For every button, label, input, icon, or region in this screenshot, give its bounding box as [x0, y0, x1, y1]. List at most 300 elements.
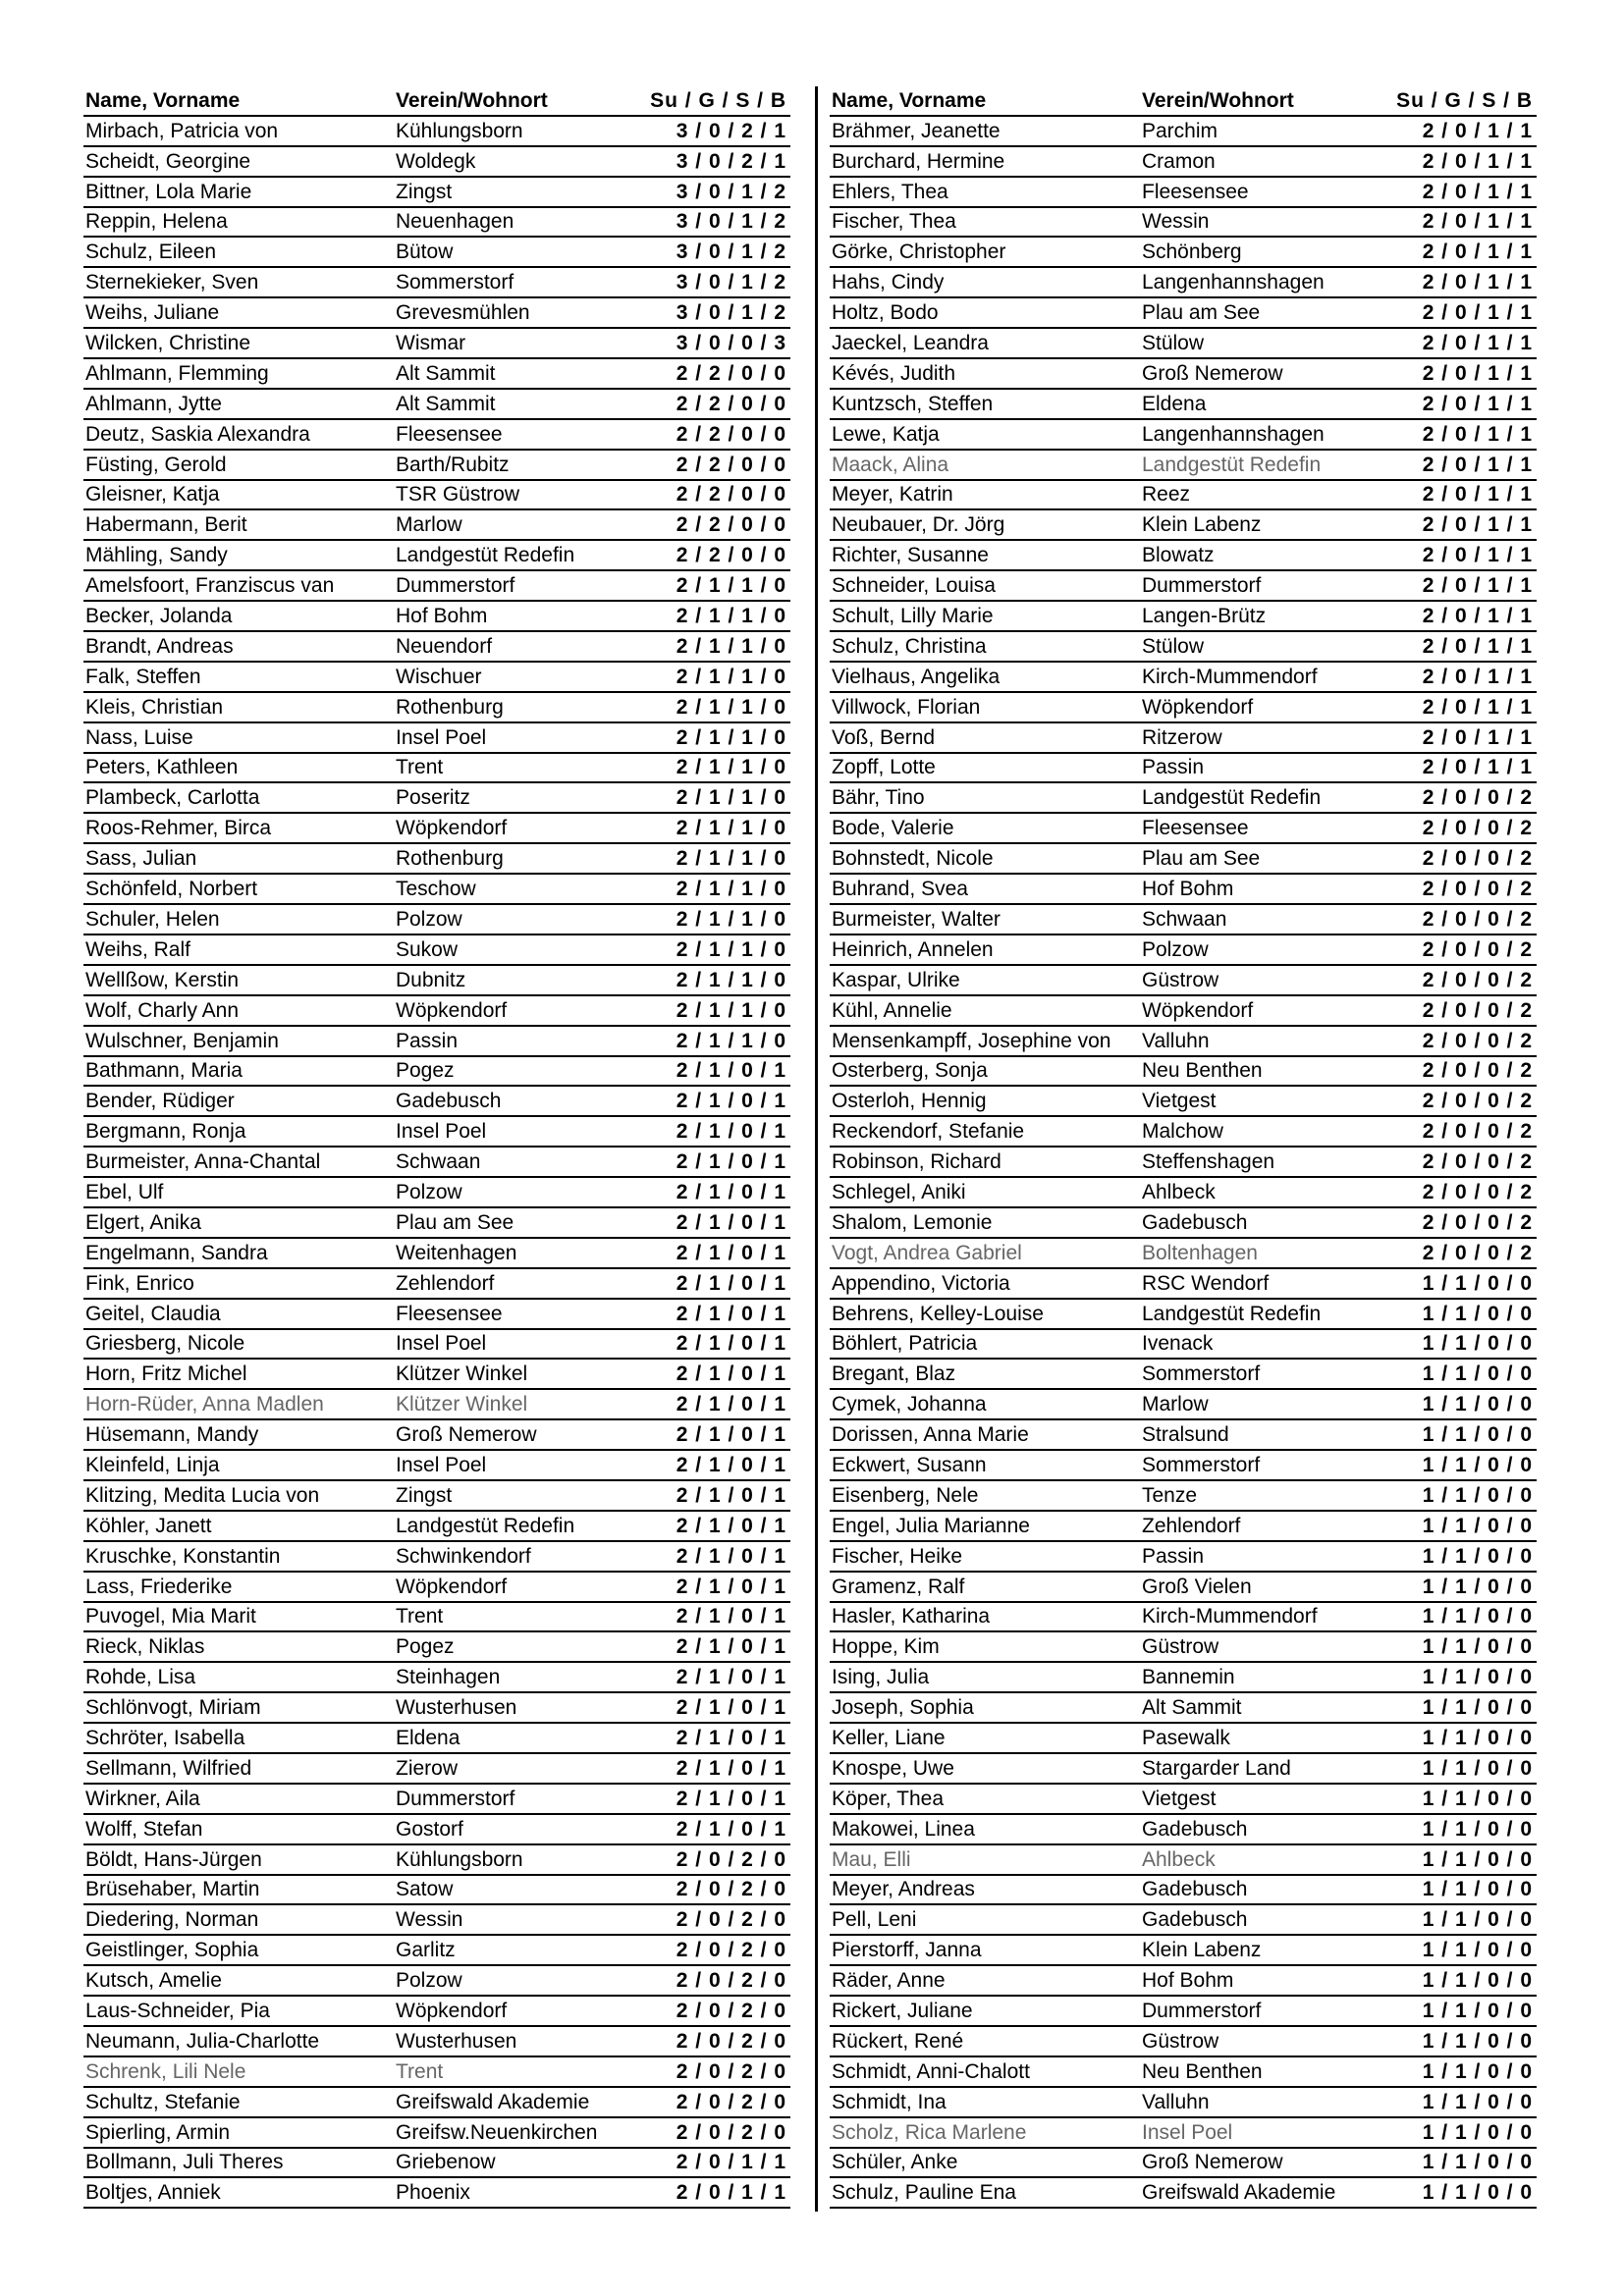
- club-location: Polzow: [396, 907, 462, 931]
- club-location: Klein Labenz: [1142, 513, 1262, 537]
- club-location: Passin: [1142, 756, 1205, 779]
- club-location: Insel Poel: [1142, 2120, 1233, 2144]
- medal-score: 2 / 0 / 0 / 2: [1422, 847, 1533, 871]
- table-row: [830, 208, 1537, 239]
- club-location: Wessin: [396, 1908, 463, 1932]
- table-row: [83, 1420, 790, 1451]
- medal-score: 2 / 0 / 0 / 2: [1422, 1241, 1533, 1264]
- medal-score: 2 / 1 / 1 / 0: [676, 847, 786, 871]
- athlete-name: Gramenz, Ralf: [832, 1575, 965, 1598]
- table-row: [830, 723, 1537, 754]
- table-row: [83, 390, 790, 420]
- club-location: Groß Nemerow: [1142, 2151, 1283, 2174]
- medal-score: 2 / 1 / 0 / 1: [676, 1575, 786, 1598]
- club-location: Sommerstorf: [1142, 1362, 1261, 1386]
- table-row: [83, 1360, 790, 1390]
- club-location: Schönberg: [1142, 240, 1242, 264]
- medal-score: 2 / 0 / 1 / 1: [1422, 149, 1533, 173]
- medal-score: 2 / 1 / 1 / 0: [676, 695, 786, 719]
- medal-score: 2 / 0 / 0 / 2: [1422, 1059, 1533, 1083]
- medal-score: 1 / 1 / 0 / 0: [1422, 1423, 1533, 1447]
- athlete-name: Meyer, Katrin: [832, 483, 953, 507]
- medal-score: 1 / 1 / 0 / 0: [1422, 1635, 1533, 1659]
- table-row: [830, 2149, 1537, 2179]
- medal-score: 2 / 1 / 1 / 0: [676, 786, 786, 810]
- table-row: [830, 875, 1537, 905]
- athlete-name: Mau, Elli: [832, 1847, 911, 1871]
- table-row: [830, 935, 1537, 966]
- club-location: Ivenack: [1142, 1332, 1214, 1356]
- medal-score: 1 / 1 / 0 / 0: [1422, 1908, 1533, 1932]
- athlete-name: Falk, Steffen: [85, 665, 201, 688]
- medal-score: 2 / 1 / 0 / 1: [676, 1271, 786, 1295]
- club-location: Plau am See: [1142, 301, 1261, 325]
- athlete-name: Zopff, Lotte: [832, 756, 936, 779]
- medal-score: 2 / 1 / 1 / 0: [676, 998, 786, 1022]
- table-row: [83, 1481, 790, 1512]
- medal-score: 2 / 1 / 0 / 1: [676, 1726, 786, 1749]
- medal-score: 2 / 0 / 1 / 1: [676, 2151, 786, 2174]
- athlete-name: Ahlmann, Flemming: [85, 361, 269, 385]
- club-location: Schwaan: [396, 1150, 481, 1174]
- club-location: Greifswald Akademie: [1142, 2181, 1336, 2205]
- club-location: Gadebusch: [1142, 1878, 1248, 1901]
- club-location: Wöpkendorf: [1142, 998, 1254, 1022]
- medal-score: 2 / 1 / 0 / 1: [676, 1120, 786, 1144]
- table-row: [830, 1693, 1537, 1724]
- athlete-name: Bähr, Tino: [832, 786, 925, 810]
- left-results-table: [83, 86, 790, 2209]
- athlete-name: Räder, Anne: [832, 1969, 946, 1993]
- medal-score: 2 / 2 / 0 / 0: [676, 361, 786, 385]
- athlete-name: Rückert, René: [832, 2029, 964, 2053]
- athlete-name: Ehlers, Thea: [832, 180, 948, 203]
- table-row: [83, 1542, 790, 1573]
- medal-score: 2 / 0 / 0 / 2: [1422, 907, 1533, 931]
- athlete-name: Keller, Liane: [832, 1726, 946, 1749]
- medal-score: 2 / 0 / 2 / 0: [676, 1908, 786, 1932]
- athlete-name: Bregant, Blaz: [832, 1362, 956, 1386]
- club-location: Neuenhagen: [396, 210, 514, 234]
- athlete-name: Schulz, Christina: [832, 634, 987, 658]
- medal-score: 2 / 1 / 0 / 1: [676, 1696, 786, 1720]
- medal-score: 2 / 0 / 0 / 2: [1422, 937, 1533, 961]
- medal-score: 2 / 0 / 2 / 0: [676, 2090, 786, 2113]
- medal-score: 2 / 0 / 0 / 2: [1422, 1090, 1533, 1113]
- club-location: Griebenow: [396, 2151, 496, 2174]
- athlete-name: Pell, Leni: [832, 1908, 917, 1932]
- athlete-name: Engelmann, Sandra: [85, 1241, 268, 1264]
- athlete-name: Hüsemann, Mandy: [85, 1423, 259, 1447]
- table-row: [830, 1663, 1537, 1693]
- medal-score: 1 / 1 / 0 / 0: [1422, 1514, 1533, 1537]
- club-location: Pogez: [396, 1635, 455, 1659]
- medal-score: 2 / 0 / 0 / 2: [1422, 786, 1533, 810]
- club-location: Klützer Winkel: [396, 1393, 528, 1416]
- club-location: Zingst: [396, 180, 453, 203]
- table-row: [83, 147, 790, 178]
- medal-score: 2 / 0 / 1 / 1: [1422, 725, 1533, 749]
- athlete-name: Schrenk, Lili Nele: [85, 2059, 246, 2083]
- medal-score: 2 / 0 / 2 / 0: [676, 2029, 786, 2053]
- table-row: [83, 1178, 790, 1208]
- medal-score: 2 / 1 / 1 / 0: [676, 878, 786, 901]
- athlete-name: Wolf, Charly Ann: [85, 998, 240, 1022]
- athlete-name: Schulz, Eileen: [85, 240, 217, 264]
- club-location: Stülow: [1142, 332, 1205, 355]
- table-row: [830, 814, 1537, 844]
- medal-score: 2 / 0 / 0 / 2: [1422, 817, 1533, 840]
- table-row: [830, 632, 1537, 663]
- table-row: [83, 875, 790, 905]
- medal-score: 2 / 0 / 1 / 1: [1422, 483, 1533, 507]
- table-row: [83, 935, 790, 966]
- athlete-name: Makowei, Linea: [832, 1817, 975, 1841]
- club-location: Garlitz: [396, 1939, 456, 1962]
- club-location: Marlow: [396, 513, 462, 537]
- athlete-name: Brähmer, Jeanette: [832, 119, 1001, 142]
- table-row: [830, 1390, 1537, 1420]
- medal-score: 1 / 1 / 0 / 0: [1422, 1271, 1533, 1295]
- table-row: [830, 1117, 1537, 1148]
- club-location: Reez: [1142, 483, 1191, 507]
- medal-score: 2 / 0 / 0 / 2: [1422, 1120, 1533, 1144]
- table-row: [830, 510, 1537, 541]
- table-row: [830, 1420, 1537, 1451]
- medal-score: 2 / 2 / 0 / 0: [676, 483, 786, 507]
- athlete-name: Kutsch, Amelie: [85, 1969, 222, 1993]
- athlete-name: Schönfeld, Norbert: [85, 878, 258, 901]
- club-location: Dummerstorf: [1142, 2000, 1262, 2022]
- header-club: Verein/Wohnort: [1142, 88, 1294, 112]
- medal-score: 1 / 1 / 0 / 0: [1422, 1726, 1533, 1749]
- medal-score: 2 / 0 / 1 / 1: [1422, 361, 1533, 385]
- table-row: [83, 238, 790, 268]
- athlete-name: Knospe, Uwe: [832, 1756, 954, 1780]
- medal-score: 2 / 1 / 0 / 1: [676, 1362, 786, 1386]
- table-row: [830, 2027, 1537, 2057]
- club-location: Pogez: [396, 1059, 455, 1083]
- club-location: Fleesensee: [1142, 817, 1249, 840]
- club-location: Steinhagen: [396, 1666, 501, 1689]
- club-location: Insel Poel: [396, 1332, 487, 1356]
- header-club: Verein/Wohnort: [396, 88, 548, 112]
- club-location: TSR Güstrow: [396, 483, 520, 507]
- table-row: [830, 783, 1537, 814]
- table-row: [83, 2057, 790, 2088]
- table-row: [83, 663, 790, 693]
- club-location: Landgestüt Redefin: [1142, 1302, 1322, 1325]
- table-row: [83, 1815, 790, 1845]
- club-location: Sukow: [396, 937, 459, 961]
- athlete-name: Osterloh, Hennig: [832, 1090, 987, 1113]
- athlete-name: Plambeck, Carlotta: [85, 786, 260, 810]
- athlete-name: Deutz, Saskia Alexandra: [85, 422, 310, 446]
- table-row: [83, 268, 790, 298]
- club-location: Fleesensee: [396, 422, 503, 446]
- club-location: Kühlungsborn: [396, 1847, 523, 1871]
- medal-score: 2 / 0 / 2 / 0: [676, 1847, 786, 1871]
- athlete-name: Diedering, Norman: [85, 1908, 259, 1932]
- table-row: [83, 541, 790, 571]
- club-location: Wöpkendorf: [396, 1575, 508, 1598]
- medal-score: 2 / 0 / 2 / 0: [676, 2059, 786, 2083]
- medal-score: 2 / 1 / 0 / 1: [676, 1635, 786, 1659]
- medal-score: 2 / 1 / 0 / 1: [676, 1423, 786, 1447]
- athlete-name: Boltjes, Anniek: [85, 2181, 221, 2205]
- medal-score: 1 / 1 / 0 / 0: [1422, 1817, 1533, 1841]
- medal-score: 1 / 1 / 0 / 0: [1422, 1302, 1533, 1325]
- table-row: [83, 966, 790, 996]
- athlete-name: Bittner, Lola Marie: [85, 180, 252, 203]
- table-row: [83, 481, 790, 511]
- medal-score: 2 / 0 / 1 / 1: [1422, 119, 1533, 142]
- athlete-name: Rieck, Niklas: [85, 1635, 205, 1659]
- athlete-name: Rohde, Lisa: [85, 1666, 196, 1689]
- club-location: Landgestüt Redefin: [396, 544, 575, 567]
- athlete-name: Cymek, Johanna: [832, 1393, 987, 1416]
- athlete-name: Bohnstedt, Nicole: [832, 847, 994, 871]
- medal-score: 2 / 0 / 0 / 2: [1422, 1180, 1533, 1203]
- club-location: Cramon: [1142, 149, 1216, 173]
- column-divider: [815, 86, 818, 2212]
- table-row: [83, 1573, 790, 1603]
- athlete-name: Schlegel, Aniki: [832, 1180, 966, 1203]
- medal-score: 2 / 0 / 1 / 1: [1422, 665, 1533, 688]
- table-row: [830, 1815, 1537, 1845]
- table-row: [830, 1269, 1537, 1300]
- athlete-name: Weihs, Ralf: [85, 937, 190, 961]
- athlete-name: Wulschner, Benjamin: [85, 1029, 279, 1052]
- club-location: Hof Bohm: [1142, 878, 1234, 901]
- table-row: [830, 298, 1537, 329]
- left-table-header: [83, 86, 790, 117]
- club-location: Hof Bohm: [1142, 1969, 1234, 1993]
- athlete-name: Hasler, Katharina: [832, 1605, 991, 1629]
- club-location: Bannemin: [1142, 1666, 1235, 1689]
- club-location: Grevesmühlen: [396, 301, 530, 325]
- medal-score: 2 / 1 / 0 / 1: [676, 1090, 786, 1113]
- table-row: [830, 1573, 1537, 1603]
- table-row: [830, 1208, 1537, 1239]
- club-location: Eldena: [396, 1726, 460, 1749]
- club-location: Wusterhusen: [396, 1696, 517, 1720]
- club-location: Wöpkendorf: [396, 2000, 508, 2022]
- athlete-name: Spierling, Armin: [85, 2120, 231, 2144]
- table-row: [830, 1997, 1537, 2027]
- athlete-name: Horn-Rüder, Anna Madlen: [85, 1393, 324, 1416]
- athlete-name: Ising, Julia: [832, 1666, 930, 1689]
- medal-score: 2 / 0 / 1 / 1: [1422, 634, 1533, 658]
- medal-score: 2 / 0 / 1 / 1: [1422, 544, 1533, 567]
- medal-score: 1 / 1 / 0 / 0: [1422, 1878, 1533, 1901]
- table-row: [83, 359, 790, 390]
- athlete-name: Shalom, Lemonie: [832, 1210, 993, 1234]
- club-location: Marlow: [1142, 1393, 1209, 1416]
- athlete-name: Böhlert, Patricia: [832, 1332, 978, 1356]
- medal-score: 2 / 2 / 0 / 0: [676, 392, 786, 415]
- club-location: Klützer Winkel: [396, 1362, 528, 1386]
- medal-score: 2 / 0 / 1 / 1: [1422, 392, 1533, 415]
- medal-score: 2 / 1 / 0 / 1: [676, 1787, 786, 1810]
- table-row: [83, 1724, 790, 1754]
- athlete-name: Köper, Thea: [832, 1787, 945, 1810]
- table-row: [830, 1027, 1537, 1057]
- table-row: [830, 541, 1537, 571]
- club-location: Wusterhusen: [396, 2029, 517, 2053]
- club-location: Groß Nemerow: [396, 1423, 537, 1447]
- club-location: Bütow: [396, 240, 454, 264]
- medal-score: 1 / 1 / 0 / 0: [1422, 2000, 1533, 2022]
- table-row: [83, 1785, 790, 1815]
- club-location: Langenhannshagen: [1142, 271, 1325, 294]
- athlete-name: Bode, Valerie: [832, 817, 954, 840]
- athlete-name: Bender, Rüdiger: [85, 1090, 235, 1113]
- table-row: [830, 147, 1537, 178]
- medal-score: 2 / 1 / 1 / 0: [676, 1029, 786, 1052]
- athlete-name: Engel, Julia Marianne: [832, 1514, 1030, 1537]
- table-row: [830, 1300, 1537, 1330]
- medal-score: 2 / 2 / 0 / 0: [676, 513, 786, 537]
- club-location: Wessin: [1142, 210, 1210, 234]
- athlete-name: Weihs, Juliane: [85, 301, 220, 325]
- table-row: [83, 1693, 790, 1724]
- athlete-name: Lass, Friederike: [85, 1575, 233, 1598]
- club-location: Langen-Brütz: [1142, 605, 1267, 628]
- athlete-name: Fischer, Thea: [832, 210, 956, 234]
- table-row: [830, 905, 1537, 935]
- table-row: [830, 996, 1537, 1027]
- athlete-name: Hahs, Cindy: [832, 271, 945, 294]
- table-row: [830, 571, 1537, 602]
- club-location: Poseritz: [396, 786, 470, 810]
- athlete-name: Nass, Luise: [85, 725, 193, 749]
- table-row: [830, 1724, 1537, 1754]
- table-row: [83, 298, 790, 329]
- club-location: Valluhn: [1142, 1029, 1210, 1052]
- athlete-name: Füsting, Gerold: [85, 453, 227, 476]
- table-row: [830, 1057, 1537, 1088]
- medal-score: 2 / 0 / 2 / 0: [676, 1939, 786, 1962]
- club-location: Alt Sammit: [1142, 1696, 1242, 1720]
- club-location: Landgestüt Redefin: [396, 1514, 575, 1537]
- athlete-name: Elgert, Anika: [85, 1210, 201, 1234]
- club-location: Landgestüt Redefin: [1142, 453, 1322, 476]
- table-row: [83, 1300, 790, 1330]
- club-location: Landgestüt Redefin: [1142, 786, 1322, 810]
- athlete-name: Schröter, Isabella: [85, 1726, 245, 1749]
- table-row: [830, 1512, 1537, 1542]
- club-location: Woldegk: [396, 149, 476, 173]
- table-row: [83, 1997, 790, 2027]
- table-row: [83, 1087, 790, 1117]
- medal-score: 2 / 1 / 0 / 1: [676, 1180, 786, 1203]
- athlete-name: Scheidt, Georgine: [85, 149, 251, 173]
- club-location: Klein Labenz: [1142, 1939, 1262, 1962]
- club-location: Güstrow: [1142, 2029, 1219, 2053]
- athlete-name: Griesberg, Nicole: [85, 1332, 245, 1356]
- medal-score: 2 / 2 / 0 / 0: [676, 544, 786, 567]
- medal-score: 2 / 1 / 0 / 1: [676, 1514, 786, 1537]
- athlete-name: Horn, Fritz Michel: [85, 1362, 247, 1386]
- club-location: Vietgest: [1142, 1090, 1217, 1113]
- club-location: Güstrow: [1142, 1635, 1219, 1659]
- athlete-name: Appendino, Victoria: [832, 1271, 1010, 1295]
- club-location: Rothenburg: [396, 847, 504, 871]
- athlete-name: Kaspar, Ulrike: [832, 968, 960, 991]
- medal-score: 2 / 0 / 0 / 2: [1422, 1029, 1533, 1052]
- athlete-name: Maack, Alina: [832, 453, 949, 476]
- table-row: [830, 1936, 1537, 1966]
- table-row: [830, 1966, 1537, 1997]
- table-row: [83, 1966, 790, 1997]
- medal-score: 2 / 1 / 0 / 1: [676, 1666, 786, 1689]
- athlete-name: Lewe, Katja: [832, 422, 940, 446]
- club-location: Neuendorf: [396, 634, 493, 658]
- club-location: Langenhannshagen: [1142, 422, 1325, 446]
- club-location: Fleesensee: [1142, 180, 1249, 203]
- athlete-name: Vielhaus, Angelika: [832, 665, 1001, 688]
- medal-score: 1 / 1 / 0 / 0: [1422, 2151, 1533, 2174]
- athlete-name: Rickert, Juliane: [832, 2000, 973, 2022]
- medal-score: 2 / 1 / 0 / 1: [676, 1059, 786, 1083]
- athlete-name: Schüler, Anke: [832, 2151, 958, 2174]
- club-location: Phoenix: [396, 2181, 470, 2205]
- athlete-name: Bathmann, Maria: [85, 1059, 243, 1083]
- athlete-name: Laus-Schneider, Pia: [85, 2000, 270, 2022]
- table-row: [83, 2088, 790, 2118]
- medal-score: 2 / 0 / 1 / 1: [1422, 210, 1533, 234]
- medal-score: 3 / 0 / 1 / 2: [676, 210, 786, 234]
- club-location: Plau am See: [1142, 847, 1261, 871]
- club-location: Blowatz: [1142, 544, 1215, 567]
- medal-score: 3 / 0 / 1 / 2: [676, 271, 786, 294]
- athlete-name: Amelsfoort, Franziscus van: [85, 574, 335, 598]
- medal-score: 2 / 0 / 1 / 1: [1422, 422, 1533, 446]
- athlete-name: Heinrich, Annelen: [832, 937, 994, 961]
- medal-score: 1 / 1 / 0 / 0: [1422, 2059, 1533, 2083]
- club-location: Insel Poel: [396, 1453, 487, 1476]
- club-location: Kühlungsborn: [396, 119, 523, 142]
- table-row: [830, 2118, 1537, 2149]
- table-row: [830, 1845, 1537, 1876]
- club-location: Neu Benthen: [1142, 2059, 1263, 2083]
- athlete-name: Geitel, Claudia: [85, 1302, 221, 1325]
- medal-score: 2 / 1 / 0 / 1: [676, 1302, 786, 1325]
- club-location: Zierow: [396, 1756, 459, 1780]
- club-location: Greifswald Akademie: [396, 2090, 590, 2113]
- table-row: [83, 693, 790, 723]
- athlete-name: Böldt, Hans-Jürgen: [85, 1847, 262, 1871]
- club-location: Parchim: [1142, 119, 1218, 142]
- club-location: Gadebusch: [1142, 1908, 1248, 1932]
- athlete-name: Klitzing, Medita Lucia von: [85, 1483, 320, 1507]
- athlete-name: Mirbach, Patricia von: [85, 119, 279, 142]
- athlete-name: Roos-Rehmer, Birca: [85, 817, 272, 840]
- club-location: Gadebusch: [1142, 1817, 1248, 1841]
- athlete-name: Neubauer, Dr. Jörg: [832, 513, 1005, 537]
- medal-score: 2 / 0 / 0 / 2: [1422, 878, 1533, 901]
- medal-score: 2 / 0 / 1 / 1: [1422, 240, 1533, 264]
- medal-score: 1 / 1 / 0 / 0: [1422, 2120, 1533, 2144]
- club-location: Passin: [1142, 1544, 1205, 1568]
- table-row: [83, 814, 790, 844]
- medal-score: 1 / 1 / 0 / 0: [1422, 1756, 1533, 1780]
- medal-score: 1 / 1 / 0 / 0: [1422, 1483, 1533, 1507]
- club-location: Plau am See: [396, 1210, 514, 1234]
- club-location: Wischuer: [396, 665, 482, 688]
- club-location: Sommerstorf: [1142, 1453, 1261, 1476]
